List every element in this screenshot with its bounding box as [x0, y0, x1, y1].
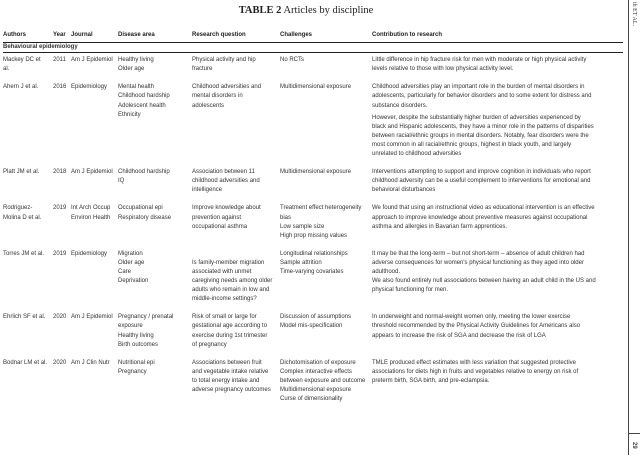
- cell-disease: [118, 247, 192, 311]
- cell-question: [192, 53, 280, 81]
- section-row: [3, 43, 623, 53]
- cell-challenges: [280, 80, 372, 165]
- cell-authors: [3, 201, 53, 246]
- cell-journal: [71, 80, 118, 165]
- cell-contribution-continued: However, despite the substantially higher burden of adversities experienced by black and Hispanic adolescents, they have a minor role in the patterns of disparities between racial/ethnic groups in mental disorders. Notably, fear disorders were the most common in all racial/ethnic groups, highest in black youth, and largely unrelated to childhood adversities: [372, 114, 594, 158]
- cell-disease: [118, 356, 192, 410]
- cell-journal: [71, 201, 118, 246]
- cell-disease: [118, 165, 192, 201]
- cell-authors-text: Platt JM et al.: [3, 169, 40, 176]
- header-row: [3, 31, 623, 43]
- table-title: [0, 5, 612, 16]
- header-disease-area: Disease area: [118, 31, 192, 43]
- header-research-question: Research question: [192, 31, 280, 43]
- page-margin-line: [628, 0, 629, 455]
- cell-contribution: [372, 356, 623, 410]
- margin-tick: [628, 433, 640, 434]
- table-row: [3, 201, 623, 246]
- cell-year-text: 2016: [53, 84, 67, 91]
- cell-disease-text: Occupational epi Respiratory disease: [118, 205, 172, 221]
- cell-disease: [118, 201, 192, 246]
- cell-challenges: [280, 356, 372, 410]
- cell-contribution-text: Interventions attempting to support and improve cognition in individuals who report childhood adversity can be a useful complement to interventions for emotional and behavioral disturbances: [372, 169, 591, 194]
- table-row: [3, 310, 623, 355]
- cell-year: [53, 53, 71, 81]
- cell-disease-text: Childhood hardship IQ: [118, 169, 170, 185]
- cell-journal-text: Am J Epidemiol: [71, 169, 113, 176]
- cell-contribution-text: Little difference in hip fracture risk for men with moderate or high physical activity levels relative to those with low physical activity level.: [372, 57, 587, 73]
- cell-question: [192, 165, 280, 201]
- cell-question: [192, 310, 280, 355]
- header-year: Year: [53, 31, 71, 43]
- cell-year-text: 2018: [53, 169, 67, 176]
- header-authors: Authors: [3, 31, 53, 43]
- section-heading: Behavioural epidemiology: [3, 43, 623, 53]
- cell-year: [53, 201, 71, 246]
- cell-question: [192, 80, 280, 165]
- cell-challenges: [280, 201, 372, 246]
- cell-question-text: Childhood adversities and mental disorders in adolescents: [192, 84, 262, 109]
- cell-question-text: Associations between fruit and vegetable intake relative to total energy intake and adverse pregnancy outcomes: [192, 359, 271, 393]
- cell-year-text: 2020: [53, 359, 67, 366]
- cell-authors: [3, 247, 53, 311]
- cell-disease-text: Nutritional epi Pregnancy: [118, 359, 155, 375]
- cell-challenges-text: Multidimensional exposure: [280, 169, 352, 176]
- cell-challenges-text: Discussion of assumptions Model mis-specification: [280, 314, 352, 330]
- cell-disease: [118, 80, 192, 165]
- cell-question-text: Improve knowledge about prevention against occupational asthma: [192, 205, 261, 230]
- cell-authors-text: Bodnar LM et al.: [3, 359, 48, 366]
- cell-challenges: [280, 53, 372, 81]
- cell-contribution: [372, 247, 623, 311]
- table-caption: Articles by discipline: [283, 5, 374, 16]
- cell-challenges-text: No RCTs: [280, 57, 305, 64]
- cell-journal: [71, 247, 118, 311]
- header-contribution: Contribution to research: [372, 31, 623, 43]
- cell-authors-text: Ahern J et al.: [3, 84, 39, 91]
- cell-authors-text: Mackey DC et al.: [3, 57, 41, 73]
- cell-year-text: 2019: [53, 205, 67, 212]
- cell-journal-text: Epidemiology: [71, 84, 108, 91]
- header-journal: Journal: [71, 31, 118, 43]
- cell-question: [192, 247, 280, 311]
- cell-year-text: 2019: [53, 250, 67, 257]
- cell-contribution: [372, 53, 623, 81]
- cell-year-text: 2011: [53, 57, 66, 64]
- cell-challenges-text: Longitudinal relationships Sample attrition Time-varying covariates: [280, 250, 348, 275]
- cell-contribution-text: We found that using an instructional video as educational intervention is an effective approach to improve knowledge about preventive measures against occupational asthma and allergies in Bavarian farm apprentices.: [372, 205, 595, 230]
- cell-question-text: Risk of small or large for gestational age according to exercise during 1st trimester of pregnancy: [192, 314, 268, 348]
- table-row: [3, 80, 623, 165]
- cell-authors: [3, 165, 53, 201]
- cell-contribution: [372, 80, 623, 165]
- cell-journal: [71, 165, 118, 201]
- cell-disease: [118, 310, 192, 355]
- cell-question: [192, 356, 280, 410]
- cell-challenges-text: Multidimensional exposure: [280, 84, 352, 91]
- cell-challenges: [280, 165, 372, 201]
- cell-contribution: [372, 165, 623, 201]
- cell-year-text: 2020: [53, 314, 67, 321]
- cell-contribution: [372, 310, 623, 355]
- cell-challenges: [280, 247, 372, 311]
- cell-journal-text: Am J Epidemiol: [71, 314, 113, 321]
- cell-journal: [71, 356, 118, 410]
- cell-disease-text: Migration Older age Care Deprivation: [118, 250, 149, 285]
- cell-authors-text: Ehrlich SF et al.: [3, 314, 46, 321]
- cell-journal-text: Am J Epidemiol: [71, 57, 113, 64]
- cell-year: [53, 356, 71, 410]
- cell-year: [53, 247, 71, 311]
- cell-authors: [3, 356, 53, 410]
- cell-authors: [3, 310, 53, 355]
- cell-year: [53, 80, 71, 165]
- cell-challenges-text: Dichotomisation of exposure Complex interactive effects between exposure and outcome Multidimensional exposure Curse of dimensionality: [280, 359, 366, 403]
- running-head: th ET AL.: [631, 2, 637, 27]
- table-row: [3, 247, 623, 311]
- table-row: [3, 165, 623, 201]
- cell-challenges: [280, 310, 372, 355]
- cell-question-text: Association between 11 childhood adversities and intelligence: [192, 169, 260, 194]
- cell-authors: [3, 80, 53, 165]
- table-label: TABLE 2: [238, 5, 282, 16]
- cell-disease-text: Healthy living Older age: [118, 57, 154, 73]
- cell-journal-text: Am J Clin Nutr: [71, 359, 110, 366]
- cell-authors: [3, 53, 53, 81]
- cell-journal: [71, 53, 118, 81]
- cell-challenges-text: Treatment effect heterogeneity bias Low sample size High prop missing values: [280, 205, 362, 239]
- cell-contribution-text: In underweight and normal-weight women only, meeting the lower exercise threshold recommended by the Physical Activity Guidelines for Americans also appears to increase the risk of SGA and decrease the risk of LGA: [372, 314, 581, 339]
- cell-authors-text: Rodriguez- Molina D et al.: [3, 205, 42, 221]
- cell-disease-text: Mental health Childhood hardship Adolescent health Ethnicity: [118, 84, 170, 118]
- cell-journal-text: Int Arch Occup Environ Health: [71, 205, 111, 221]
- cell-journal-text: Epidemiology: [71, 250, 108, 257]
- page-number: 29: [631, 442, 637, 449]
- cell-contribution-text: It may be that the long-term – but not short-term – absence of adult children had adverse consequences for women's physical functioning as they aged into older adulthood. We also found entirely null associations between having an adult child in the US and physical functioning for men.: [372, 250, 596, 294]
- cell-contribution: [372, 201, 623, 246]
- cell-contribution-text: TMLE produced effect estimates with less variation that suggested protective associations for diets high in fruits and vegetables relative to energy on risk of preterm birth, SGA birth, and pre-eclampsia.: [372, 359, 579, 384]
- cell-question-text: Is family-member migration associated with unmet caregiving needs among older adults who remain in low and middle-income settings?: [192, 259, 273, 303]
- cell-contribution-text: Childhood adversities play an important role in the burden of mental disorders in adolescents, particularly for behavior disorders and to some extent for distress and substance disorders.: [372, 84, 592, 109]
- cell-disease: [118, 53, 192, 81]
- articles-table: [3, 31, 623, 410]
- cell-disease-text: Pregnancy / prenatal exposure Healthy living Birth outcomes: [118, 314, 174, 348]
- cell-year: [53, 310, 71, 355]
- cell-question: [192, 201, 280, 246]
- cell-year: [53, 165, 71, 201]
- table-row: [3, 53, 623, 81]
- cell-authors-text: Torres JM et al.: [3, 250, 45, 257]
- header-challenges: Challenges: [280, 31, 372, 43]
- cell-journal: [71, 310, 118, 355]
- table-row: [3, 356, 623, 410]
- cell-question-text: Physical activity and hip fracture: [192, 57, 256, 73]
